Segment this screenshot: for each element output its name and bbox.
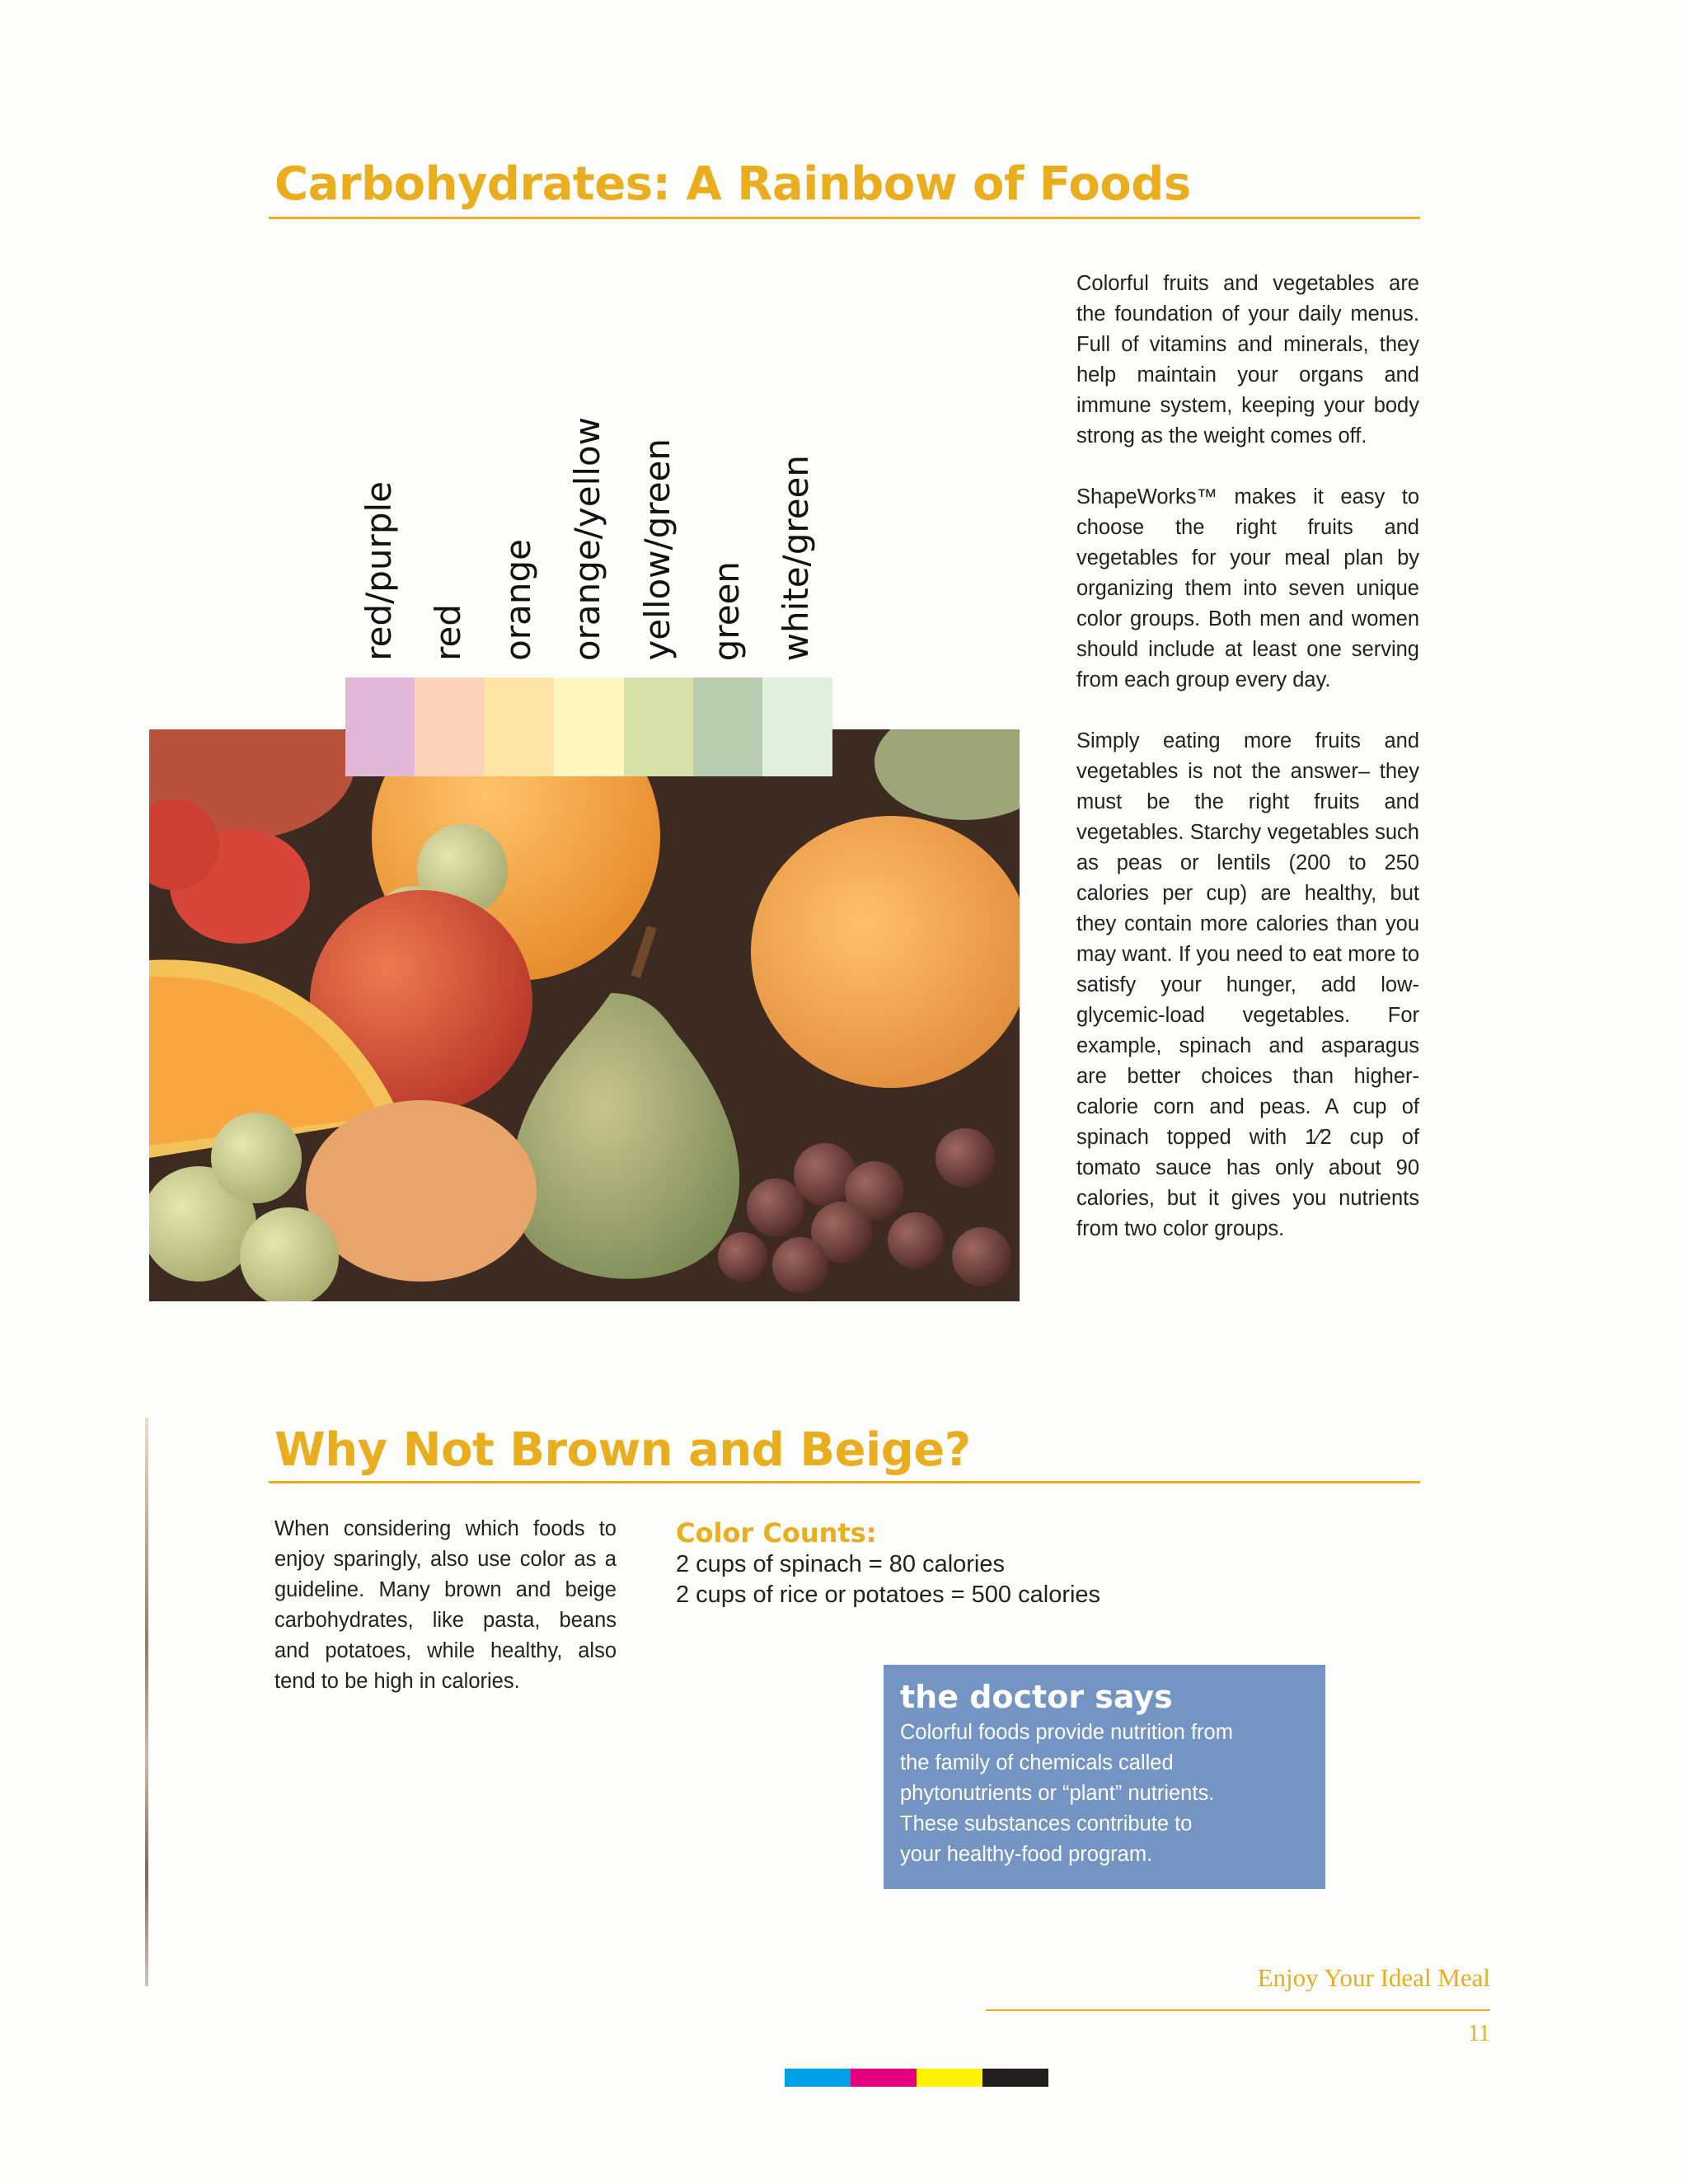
color-label-red: red	[428, 604, 469, 661]
paragraph-2: ShapeWorks™ makes it easy to choose the right fruits and vegetables for your meal plan by organizing them into seven unique color groups. Both men and women should include at least one serving from each group every day.	[1076, 485, 1419, 691]
paragraph-1: Colorful fruits and vegetables are the foundation of your daily menus. Full of vitamins and minerals, they help maintain your organs and immune system, keeping your body strong as the weight comes off.	[1076, 272, 1419, 448]
swatch-green	[693, 677, 762, 776]
color-count-line-2: 2 cups of rice or potatoes = 500 calories	[676, 1582, 1101, 1608]
page-edge-bleed	[145, 1418, 148, 1986]
color-counts-title: Color Counts:	[676, 1517, 877, 1549]
footer-title: Enjoy Your Ideal Meal	[1257, 1963, 1490, 1992]
doctor-says-body: Colorful foods provide nutrition from the family of chemicals called phytonutrients or “plant” nutrients. These substances contribute to your healthy-food program.	[900, 1721, 1233, 1866]
title-underline-2	[269, 1481, 1420, 1483]
fruit-photo	[149, 729, 1020, 1301]
footer-rule	[986, 2009, 1490, 2011]
print-registration-bar	[785, 2069, 1048, 2087]
black-mark	[982, 2069, 1048, 2087]
color-count-line-1: 2 cups of spinach = 80 calories	[676, 1551, 1005, 1577]
color-swatches	[345, 677, 832, 776]
doctor-says-title: the doctor says	[900, 1679, 1173, 1715]
color-label-orange: orange	[497, 539, 538, 661]
paragraph-3: Simply eating more fruits and vegetables is not the answer– they must be the right fruits and vegetables. Starchy vegetables such as peas or lentils (200 to 250 calories per cup) are healthy, but they contain more calories than you may want. If you need to eat more to satisfy your hunger, add low-glycemic-load vegetables. For example, spinach and asparagus are better choices than higher-calorie corn and peas. A cup of spinach topped with 1⁄2 cup of tomato sauce has only about 90 calories, but it gives you nutrients from two color groups.	[1076, 729, 1419, 1240]
intro-text-column	[1076, 269, 1419, 1244]
brown-beige-text	[274, 1514, 617, 1697]
swatch-white-green	[762, 677, 832, 776]
magenta-mark	[851, 2069, 917, 2087]
section-title-brown-beige: Why Not Brown and Beige?	[274, 1423, 971, 1477]
cyan-mark	[785, 2069, 851, 2087]
swatch-orange	[485, 677, 554, 776]
doctor-says-box	[884, 1665, 1325, 1889]
color-label-orange-yellow: orange/yellow	[567, 416, 608, 661]
color-group-labels	[345, 404, 832, 661]
color-label-red-purple: red/purple	[359, 481, 399, 661]
color-label-white-green: white/green	[776, 454, 817, 661]
color-label-green: green	[706, 560, 747, 661]
page-number: 11	[1468, 2021, 1490, 2046]
swatch-red	[415, 677, 484, 776]
color-label-yellow-green: yellow/green	[636, 438, 678, 661]
swatch-yellow-green	[624, 677, 693, 776]
section-title-carbohydrates: Carbohydrates: A Rainbow of Foods	[274, 157, 1191, 211]
paragraph-brown-beige: When considering which foods to enjoy sparingly, also use color as a guideline. Many brown and beige carbohydrates, like pasta, beans and potatoes, while healthy, also tend to be high in calories.	[274, 1517, 617, 1693]
swatch-red-purple	[345, 677, 415, 776]
swatch-orange-yellow	[554, 677, 623, 776]
title-underline	[269, 217, 1420, 219]
yellow-mark	[917, 2069, 982, 2087]
